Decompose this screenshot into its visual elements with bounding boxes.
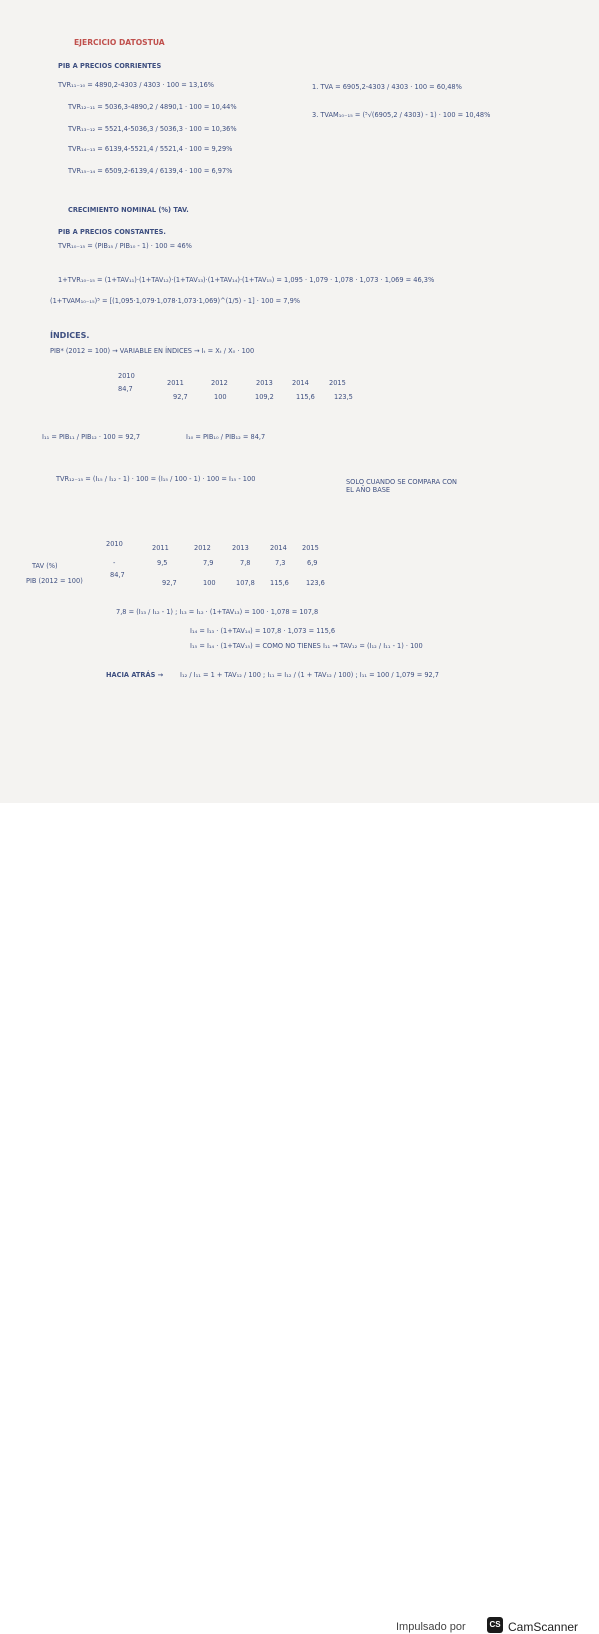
index-year-2012: 2012 bbox=[211, 379, 228, 387]
table-year-2014: 2014 bbox=[270, 544, 287, 552]
powered-by-label: Impulsado por bbox=[396, 1621, 466, 1633]
table-pib-2015: 123,6 bbox=[306, 579, 325, 587]
tvr-index-formula: TVR₁₂₋₁₅ = (I₁₅ / I₁₂ - 1) · 100 = (I₁₅ / 100 - 1) · 100 = I₁₅ - 100 bbox=[56, 475, 256, 483]
camscanner-brand: CamScanner bbox=[508, 1620, 579, 1634]
table-tav-2011: 9,5 bbox=[157, 559, 168, 567]
table-tav-2015: 6,9 bbox=[307, 559, 318, 567]
page-title: EJERCICIO DATOSTUA bbox=[74, 38, 165, 47]
tvr-line-4: TVR₁₄₋₁₃ = 6139,4-5521,4 / 5521,4 · 100 = 9,29% bbox=[68, 145, 233, 153]
table-pib-2013: 107,8 bbox=[236, 579, 255, 587]
indices-heading: ÍNDICES. bbox=[50, 331, 90, 340]
index-value-2015: 123,5 bbox=[334, 393, 353, 401]
table-year-2012: 2012 bbox=[194, 544, 211, 552]
index-2011-calc: I₁₁ = PIB₁₁ / PIB₁₂ · 100 = 92,7 bbox=[42, 433, 141, 441]
table-tav-2012: 7,9 bbox=[203, 559, 214, 567]
section-heading-nominal-growth: CRECIMIENTO NOMINAL (%) TAV. bbox=[68, 206, 189, 214]
table-year-2010: 2010 bbox=[106, 540, 123, 548]
index-value-2014: 115,6 bbox=[296, 393, 315, 401]
table-year-2011: 2011 bbox=[152, 544, 169, 552]
step-formula-3: I₁₅ = I₁₄ · (1+TAV₁₅) = COMO NO TIENES I₁₁ → TAV₁₂ = (I₁₂ / I₁₁ - 1) · 100 bbox=[190, 642, 423, 650]
tvr-line-1: TVR₁₁₋₁₀ = 4890,2-4303 / 4303 · 100 = 13,16% bbox=[58, 81, 215, 89]
index-year-2015: 2015 bbox=[329, 379, 346, 387]
section-heading-constant-prices: PIB A PRECIOS CONSTANTES. bbox=[58, 228, 166, 236]
indices-definition: PIB* (2012 = 100) → VARIABLE EN ÍNDICES → Iₜ = Xₜ / X₀ · 100 bbox=[50, 347, 255, 355]
backward-label: HACIA ATRÁS → bbox=[106, 671, 164, 679]
chain-growth-formula: 1+TVR₁₀₋₁₅ = (1+TAV₁₁)·(1+TAV₁₂)·(1+TAV₁₃)·(1+TAV₁₄)·(1+TAV₁₅) = 1,095 · 1,079 · 1,078 · 1,073 · 1,069 = 46,3% bbox=[58, 276, 435, 284]
index-value-2010: 84,7 bbox=[118, 385, 133, 393]
index-year-2013: 2013 bbox=[256, 379, 273, 387]
index-year-2011: 2011 bbox=[167, 379, 184, 387]
table-row-tav-label: TAV (%) bbox=[32, 562, 58, 570]
table-pib-2011: 92,7 bbox=[162, 579, 177, 587]
index-year-2014: 2014 bbox=[292, 379, 309, 387]
table-tav-2013: 7,8 bbox=[240, 559, 251, 567]
base-year-note: SOLO CUANDO SE COMPARA CON EL AÑO BASE bbox=[346, 478, 457, 495]
tvr-constant-formula: TVR₁₀₋₁₅ = (PIB₁₅ / PIB₁₀ - 1) · 100 = 46% bbox=[58, 242, 192, 250]
table-year-2015: 2015 bbox=[302, 544, 319, 552]
tva-formula: 1. TVA = 6905,2-4303 / 4303 · 100 = 60,48% bbox=[312, 83, 462, 91]
table-tav-2010: - bbox=[113, 559, 116, 567]
index-value-2011: 92,7 bbox=[173, 393, 188, 401]
mean-growth-formula: (1+TVAM₁₀₋₁₅)⁵ = [(1,095·1,079·1,078·1,073·1,069)^(1/5) - 1] · 100 = 7,9% bbox=[50, 297, 301, 305]
section-heading-current-prices: PIB A PRECIOS CORRIENTES bbox=[58, 62, 162, 70]
index-value-2013: 109,2 bbox=[255, 393, 274, 401]
backward-formula: I₁₂ / I₁₁ = 1 + TAV₁₂ / 100 ; I₁₁ = I₁₂ / (1 + TAV₁₂ / 100) ; I₁₁ = 100 / 1,079 = 92,7 bbox=[180, 671, 440, 679]
table-tav-2014: 7,3 bbox=[275, 559, 286, 567]
tvr-line-5: TVR₁₅₋₁₄ = 6509,2-6139,4 / 6139,4 · 100 = 6,97% bbox=[68, 167, 233, 175]
table-pib-2012: 100 bbox=[203, 579, 216, 587]
step-formula-2: I₁₄ = I₁₃ · (1+TAV₁₄) = 107,8 · 1,073 = 115,6 bbox=[190, 627, 336, 635]
index-value-2012: 100 bbox=[214, 393, 227, 401]
table-pib-2014: 115,6 bbox=[270, 579, 289, 587]
footer bbox=[0, 803, 599, 1634]
index-year-2010: 2010 bbox=[118, 372, 135, 380]
tvr-line-2: TVR₁₂₋₁₁ = 5036,3-4890,2 / 4890,1 · 100 = 10,44% bbox=[68, 103, 237, 111]
tvam-formula: 3. TVAM₁₀₋₁₅ = (⁵√(6905,2 / 4303) - 1) · 100 = 10,48% bbox=[312, 111, 491, 119]
table-pib-2010: 84,7 bbox=[110, 571, 125, 579]
camscanner-logo-icon: CS bbox=[487, 1617, 503, 1633]
table-row-pib-label: PIB (2012 = 100) bbox=[26, 577, 83, 585]
step-formula-1: 7,8 = (I₁₃ / I₁₂ - 1) ; I₁₃ = I₁₂ · (1+TAV₁₃) = 100 · 1,078 = 107,8 bbox=[116, 608, 319, 616]
index-2010-calc: I₁₀ = PIB₁₀ / PIB₁₂ = 84,7 bbox=[186, 433, 266, 441]
table-year-2013: 2013 bbox=[232, 544, 249, 552]
scanned-page bbox=[0, 0, 599, 803]
tvr-line-3: TVR₁₃₋₁₂ = 5521,4-5036,3 / 5036,3 · 100 = 10,36% bbox=[68, 125, 237, 133]
